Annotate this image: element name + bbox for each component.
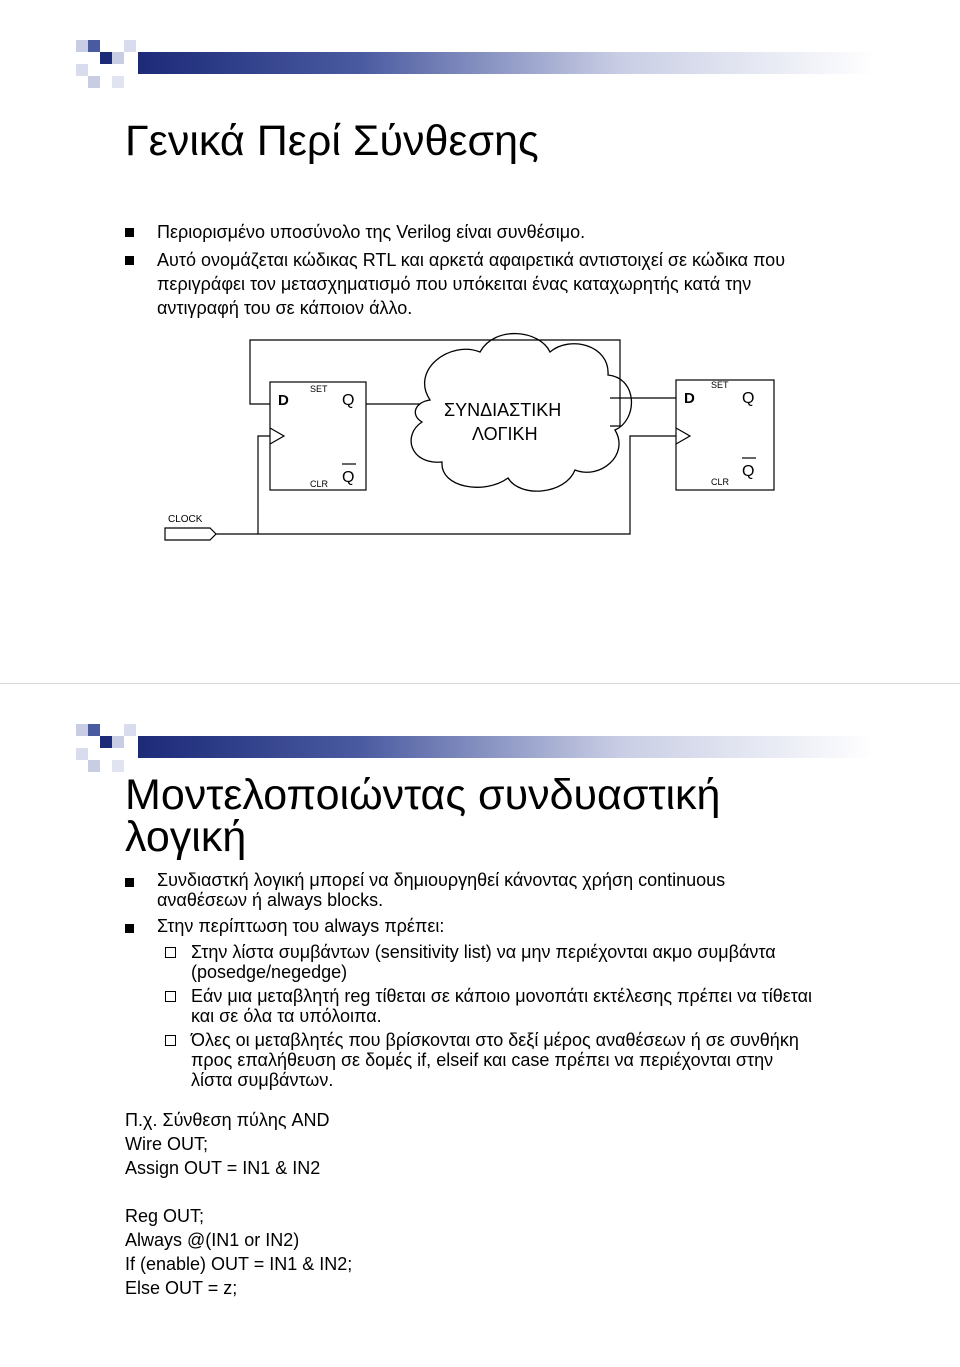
ff-right-qbar: Q <box>742 463 755 480</box>
code-line: Else OUT = z; <box>125 1278 238 1298</box>
slide-2 <box>0 684 960 1367</box>
sub-bullet-item: Εάν μια μεταβλητή reg τίθεται σε κάποιο μονοπάτι εκτέλεσης πρέπει να τίθεται και σε όλα τα υπόλοιπα. <box>125 986 815 1026</box>
sub-bullet-item: Στην λίστα συμβάντων (sensitivity list) να μην περιέχονται ακμο συμβάντα (posedge/negedge) <box>125 942 815 982</box>
ff-right-set: SET <box>711 380 729 390</box>
slide-1 <box>0 0 960 683</box>
ff-left-qbar: Q <box>342 469 355 486</box>
bullet-list <box>125 220 835 324</box>
bullet-item: Συνδιαστκή λογική μπορεί να δημιουργηθεί κάνοντας χρήση continuous αναθέσεων ή always blocks. <box>125 870 815 910</box>
ff-left-d: D <box>278 392 289 409</box>
bullet-item: Αυτό ονομάζεται κώδικας RTL και αρκετά αφαιρετικά αντιστοιχεί σε κώδικα που περιγράφει τον μετασχηματισμό που υπόκειται ένας καταχωρητής κατά την αντιγραφή του σε κάποιον άλλο. <box>125 248 835 320</box>
code-line: Wire OUT; <box>125 1134 208 1154</box>
bullet-list <box>125 870 815 1092</box>
ff-left-set: SET <box>310 384 328 394</box>
code-line: If (enable) OUT = IN1 & IN2; <box>125 1254 353 1274</box>
ff-left-q: Q <box>342 392 355 409</box>
code-line: Assign OUT = IN1 & IN2 <box>125 1158 321 1178</box>
clock-label: CLOCK <box>168 514 203 525</box>
slide-title <box>125 771 720 861</box>
ff-right-clr: CLR <box>711 477 730 487</box>
bullet-item: Περιορισμένο υποσύνολο της Verilog είναι συνθέσιμο. <box>125 220 835 244</box>
ff-right-q: Q <box>742 390 755 407</box>
header-decoration <box>76 40 876 90</box>
slide-title-line1: Μοντελοποιώντας συνδυαστική <box>125 771 721 819</box>
slide-title-line2: λογική <box>125 813 247 862</box>
clock-input-arrow <box>165 528 216 540</box>
code-line: Π.χ. Σύνθεση πύλης AND <box>125 1110 330 1130</box>
cloud-label-line1: ΣΥΝΔΙΑΣΤΙΚΗ <box>444 400 562 420</box>
cloud-label-line2: ΛΟΓΙΚΗ <box>472 424 538 444</box>
sub-bullet-item: Όλες οι μεταβλητές που βρίσκονται στο δεξί μέρος αναθέσεων ή σε συνθήκη προς επαλήθευση σε δομές if, elseif και case πρέπει να περιέχονται στην λίστα συμβάντων. <box>125 1030 815 1090</box>
slide-title: Γενικά Περί Σύνθεσης <box>125 117 539 165</box>
code-line: Always @(IN1 or IN2) <box>125 1230 300 1250</box>
bullet-item: Στην περίπτωση του always πρέπει: <box>125 916 815 936</box>
ff-left-clr: CLR <box>310 479 329 489</box>
flip-flop-diagram <box>160 330 780 545</box>
code-example <box>125 1108 352 1300</box>
code-line: Reg OUT; <box>125 1206 205 1226</box>
ff-right-d: D <box>684 390 695 407</box>
header-decoration <box>76 724 876 774</box>
